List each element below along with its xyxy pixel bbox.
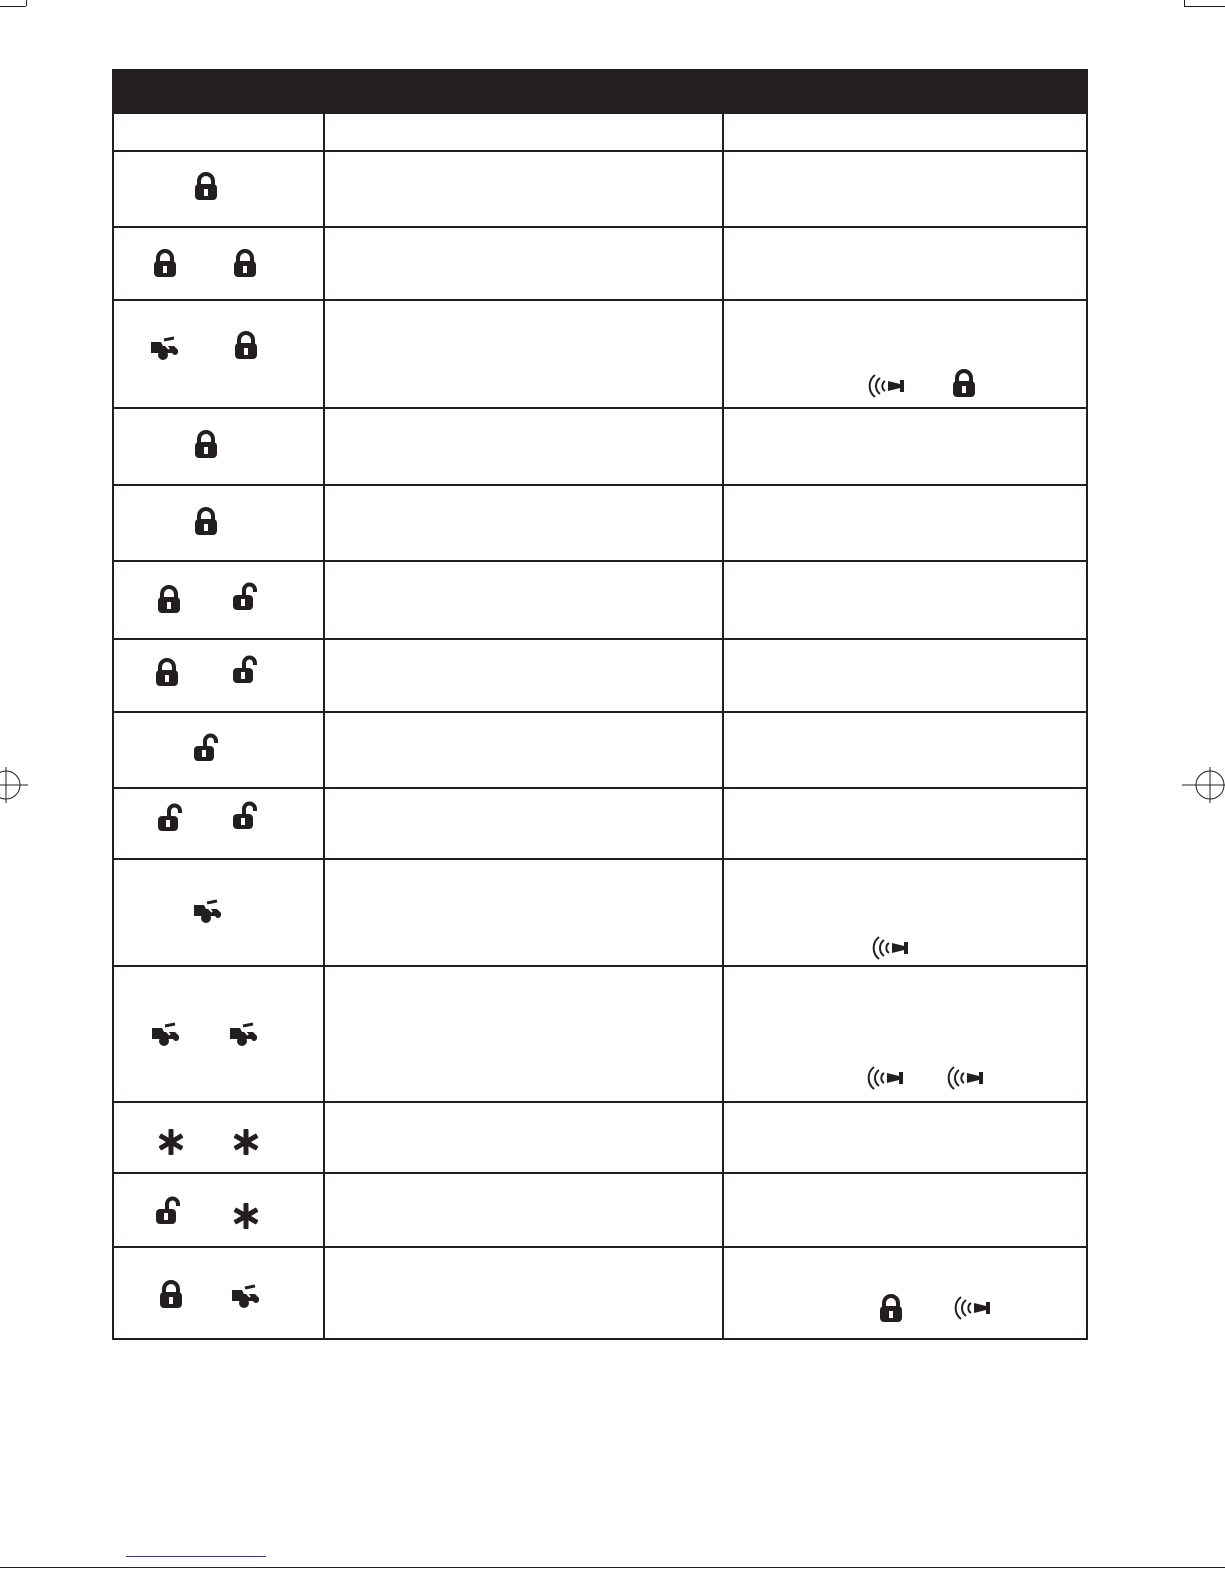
row-divider [114, 407, 1086, 409]
lock-closed-icon [191, 172, 221, 202]
crop-mark-top-left-vertical [26, 0, 27, 6]
lock-closed-icon [154, 585, 184, 615]
asterisk-icon [156, 1127, 186, 1157]
registration-mark-right [1180, 765, 1225, 805]
lock-closed-icon [191, 507, 221, 537]
crop-mark-top-left [0, 6, 26, 7]
siren-icon [870, 933, 914, 963]
row-divider [114, 299, 1086, 301]
lock-open-icon [154, 803, 184, 833]
lock-closed-icon [230, 249, 260, 279]
siren-icon [865, 1063, 909, 1093]
lock-closed-icon [150, 249, 180, 279]
row-divider [114, 226, 1086, 228]
row-divider [114, 560, 1086, 562]
row-divider [114, 638, 1086, 640]
crop-mark-bottom [0, 1567, 1225, 1568]
column-divider-1 [323, 114, 325, 1338]
page-link-underline [126, 1556, 266, 1557]
row-divider [114, 1101, 1086, 1103]
row-divider [114, 965, 1086, 967]
registration-mark-left [0, 765, 30, 805]
row-divider [114, 858, 1086, 860]
row-divider [114, 711, 1086, 713]
header-divider [114, 150, 1086, 152]
lock-open-icon [229, 655, 259, 685]
lock-closed-icon [156, 1280, 186, 1310]
row-divider [114, 1246, 1086, 1248]
crop-mark-top-right [1184, 6, 1225, 7]
siren-icon [866, 371, 910, 401]
siren-icon [952, 1293, 996, 1323]
lock-open-icon [190, 733, 220, 763]
lock-open-icon [229, 582, 259, 612]
row-divider [114, 787, 1086, 789]
row-divider [114, 484, 1086, 486]
lock-closed-icon [949, 369, 979, 399]
siren-icon [945, 1063, 989, 1093]
car-trunk-icon [231, 1282, 261, 1312]
car-trunk-icon [150, 334, 180, 364]
lock-closed-icon [152, 658, 182, 688]
column-divider-2 [722, 114, 724, 1338]
lock-closed-icon [191, 430, 221, 460]
asterisk-icon [231, 1127, 261, 1157]
lock-closed-icon [876, 1294, 906, 1324]
crop-mark-top-right-vertical [1184, 0, 1185, 6]
car-trunk-icon [193, 897, 223, 927]
lock-open-icon [229, 801, 259, 831]
asterisk-icon [231, 1201, 261, 1231]
row-divider [114, 1172, 1086, 1174]
remote-function-table [112, 69, 1088, 1340]
table-title-bar [114, 69, 1086, 114]
lock-closed-icon [231, 331, 261, 361]
car-trunk-icon [151, 1020, 181, 1050]
lock-open-icon [152, 1196, 182, 1226]
car-trunk-icon [229, 1020, 259, 1050]
